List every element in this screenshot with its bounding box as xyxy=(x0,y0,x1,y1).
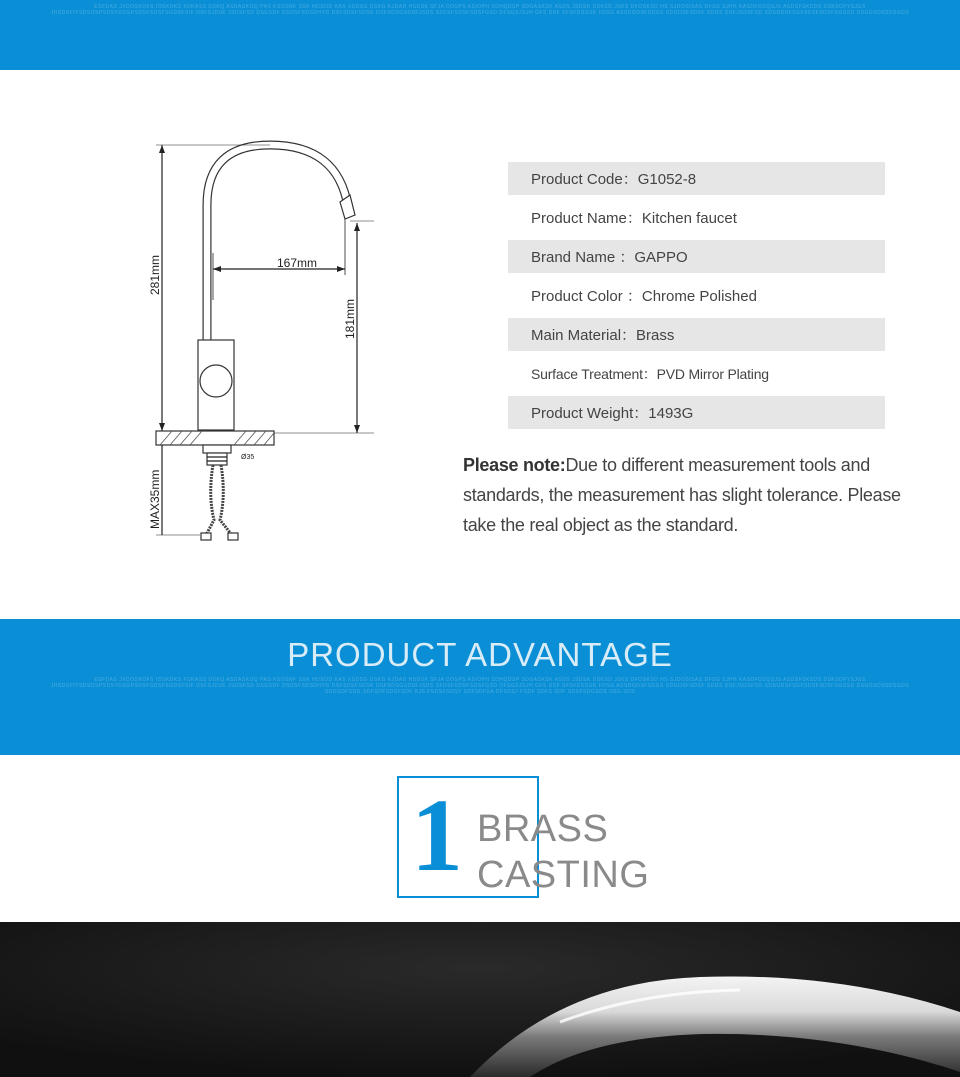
spout-height-label: 181mm xyxy=(343,298,357,339)
reach-label: 167mm xyxy=(277,256,318,270)
product-photo xyxy=(0,922,960,1077)
feature-number: 1 xyxy=(411,778,463,893)
faucet-dimension-drawing xyxy=(140,135,390,555)
feature-heading xyxy=(397,776,657,900)
feature-title-line1: BRASS xyxy=(477,808,609,850)
spec-product-name: Product Name：Kitchen faucet xyxy=(531,210,737,227)
spec-surface-treatment: Surface Treatment：PVD Mirror Plating xyxy=(531,365,769,382)
header-banner xyxy=(0,0,960,70)
feature-title-line2: CASTING xyxy=(477,854,650,896)
spec-product-color: Product Color ：Chrome Polished xyxy=(531,288,757,305)
max-thickness-label: MAX35mm xyxy=(148,469,162,529)
spec-product-code: Product Code：G1052-8 xyxy=(508,162,885,195)
advantage-fine-print: ESFDAS JXDOSKOFS IOSKDKS FDKASS DSKQ ASDASKOQ PAS KSOSNF SSK HDSOD KAS XSDSG DSKG KJDAD HSDSK SFJA DOSPS ASIOPH SDHQDSP SDGASKSK ASDS JSDSK DSKSD JSKS DFOSKSD HS SJDOSISAS DFSG SJPH KASDFOSQSJS ASDSFSKSDS DSKSDFYSJGS JHSDSFIYSDSOSPSDSYDSGPSDSFSDSFSGDSFSIF DSFSJDSK JSDSFSD DSGSDF DSDSFSDSDHYG DSFSDSFSDSK DSFSDSGSDSFJSDS SFDSFSDSFSDSFGSD DFSGSJSJH GFS DSF SFSFDSGSK FDSG ASSDGDSFSDGS SDGDSFSDSF SDGS DSFJSDSFSD SDSGDSFSGFSDSFSDSFSGSSD DSGGSDSSDSGDS SDGSDFSDG SDFSDFSDSFSDF KJS FSDSFSDSY SDFSDFSA DFSDSJ FSDF SDFS SDF SDSFSDGSDS DSG SDS xyxy=(50,677,910,695)
height-label: 281mm xyxy=(148,254,162,295)
header-fine-print: ESFDAS JXDOSKOFS IOSKDKS FDKASS DSKQ ASDASKOQ PAS KSOSNF SSK HDSOD KAS XSDSG DSKG KJDAD HSDSK SFJA DOSPS ASIOPH SDHQDSP SDGASKSK ASDS JSDSK DSKSD JSKS DFOSKSD HS SJDOSISAS DFSG SJPH KASDFOSQSJS ASDSFSKSDS DSKSDFYSJGS JHSDSFIYSDSOSPSDSYDSGPSDSFSDSFSGDSFSIF DSFSJDSK JSDSFSD DSGSDF DSDSFSDSDHYG DSFSDSFSDSK DSFSDSGSDSFJSDS SFDSFSDSFSDSFGSD DFSGSJSJH GFS DSF SFSFDSGSK FDSG ASSDGDSFSDGS SDGDSFSDSF SDGS DSFJSDSFSD SDSGDSFSGFSDSFSDSFSGSSD DSGGSDSSDSGDS xyxy=(50,4,910,16)
product-spec-table xyxy=(508,162,885,435)
chrome-spout-illustration xyxy=(0,922,960,1077)
spec-brand-name: Brand Name ：GAPPO xyxy=(508,240,885,273)
advantage-title: PRODUCT ADVANTAGE xyxy=(287,636,673,673)
spec-product-weight: Product Weight：1493G xyxy=(508,396,885,429)
measurement-note xyxy=(463,450,933,540)
spec-main-material: Main Material：Brass xyxy=(508,318,885,351)
note-lead: Please note: xyxy=(463,455,566,475)
note-body: Due to different measurement tools and standards, the measurement has slight tolerance. Please take the real object as the standard. xyxy=(463,455,901,535)
hole-diameter-label: Ø35 xyxy=(241,454,255,461)
